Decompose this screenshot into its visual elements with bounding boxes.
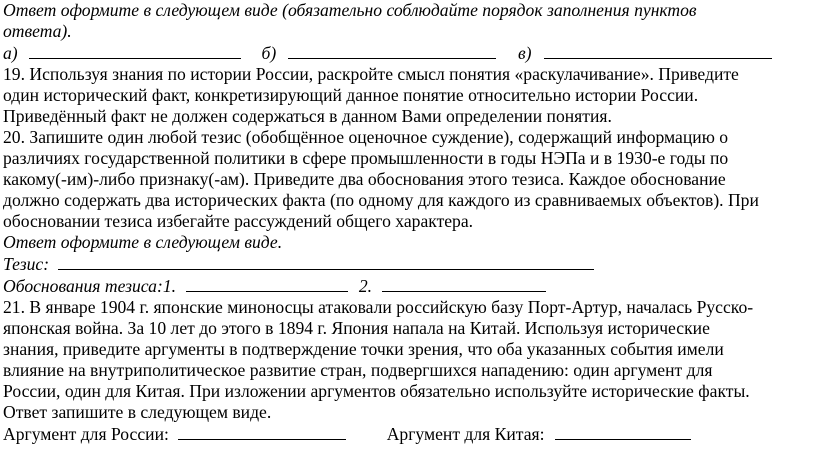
q21-line-4: влияние на внутриполитическое развитие стран, подвергшихся нападению: один аргумент для	[3, 360, 713, 380]
china-argument-blank[interactable]	[555, 423, 691, 440]
slot-c-label: в)	[518, 43, 532, 63]
intro-line-1: Ответ оформите в следующем виде (обязательно соблюдайте порядок заполнения пунктов	[3, 0, 697, 20]
grounds-1-blank[interactable]	[186, 275, 348, 292]
slot-b-label: б)	[261, 43, 277, 63]
q20-line-5: обосновании тезиса избегайте рассуждений общего характера.	[3, 211, 474, 231]
q20-line-2: различиях государственной политики в сфере промышленности в годы НЭПа и в 1930-е годы по	[3, 148, 729, 168]
slot-a-blank[interactable]	[29, 42, 241, 59]
answer-slots-row	[3, 42, 812, 64]
q19-line-1: 19. Используя знания по истории России, раскройте смысл понятия «раскулачивание». Приведите	[3, 64, 739, 84]
slot-c-blank[interactable]	[544, 42, 772, 59]
thesis-row	[3, 253, 812, 275]
q20-line-4: должно содержать два исторических факта (по одному для каждого из сравниваемых объектов). При	[3, 190, 759, 210]
q21-line-1: 21. В январе 1904 г. японские миноносцы атаковали российскую базу Порт-Артур, началась Русско-	[3, 297, 754, 317]
thesis-blank[interactable]	[58, 253, 594, 270]
q19-line-3: Приведённый факт не должен содержаться в данном Вами определении понятия.	[3, 106, 612, 126]
q21-line-5: России, один для Китая. При изложении аргументов обязательно используйте исторические факты.	[3, 381, 750, 401]
grounds-2-label: 2.	[358, 276, 373, 296]
q20-line-1: 20. Запишите один любой тезис (обобщённое оценочное суждение), содержащий информацию о	[3, 127, 729, 147]
china-argument-label: Аргумент для Китая:	[386, 424, 545, 444]
grounds-label: Обоснования тезиса:1.	[3, 276, 177, 296]
q20-answer-hint: Ответ оформите в следующем виде.	[3, 232, 283, 252]
thesis-label: Тезис:	[3, 254, 50, 274]
q21-line-6: Ответ запишите в следующем виде.	[3, 402, 272, 422]
slot-a-label: а)	[3, 43, 18, 63]
q20-line-3: какому(-им)-либо признаку(-ам). Приведите два обоснования этого тезиса. Каждое обоснование	[3, 169, 726, 189]
slot-b-blank[interactable]	[288, 42, 496, 59]
q19-line-2: один исторический факт, конкретизирующий данное понятие относительно истории России.	[3, 85, 699, 105]
intro-line-2: ответа).	[3, 21, 72, 41]
q21-line-2: японская война. За 10 лет до этого в 1894 г. Япония напала на Китай. Используя исторические	[3, 318, 710, 338]
grounds-2-blank[interactable]	[382, 275, 546, 292]
q21-line-3: знания, приведите аргументы в подтверждение точки зрения, что оба указанных события имели	[3, 339, 724, 359]
grounds-row	[3, 275, 812, 297]
russia-argument-label: Аргумент для России:	[3, 424, 169, 444]
russia-argument-blank[interactable]	[178, 423, 346, 440]
arguments-row	[3, 423, 812, 445]
